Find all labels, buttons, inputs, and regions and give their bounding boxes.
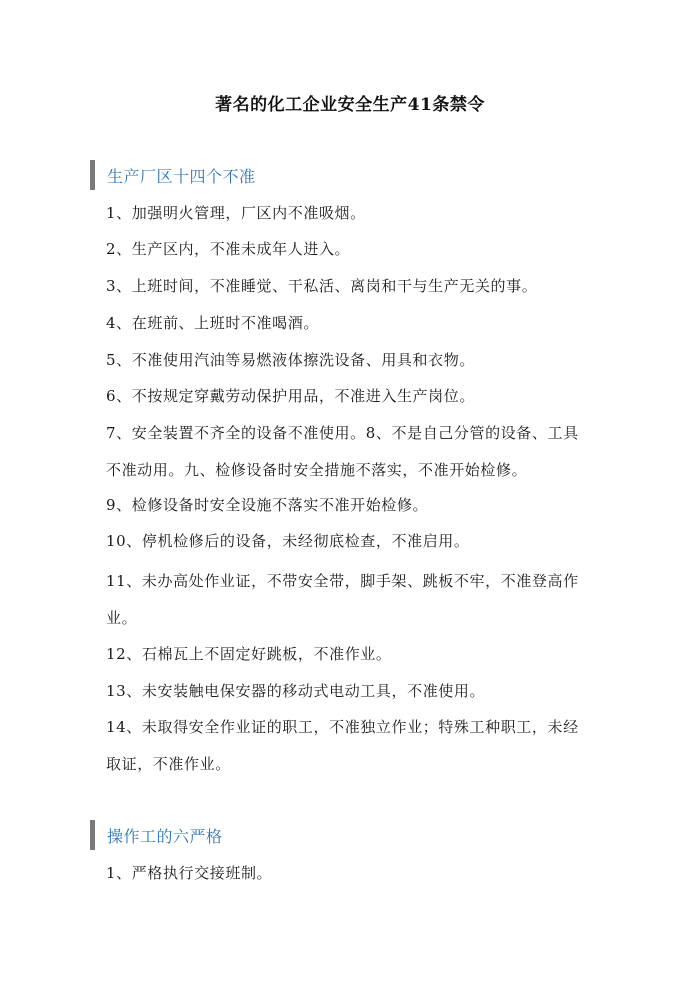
section-header-2 [90,820,223,850]
list-item-12: 12、石棉瓦上不固定好跳板，不准作业。 [106,645,392,663]
section-marker-bar [90,820,95,850]
list-item-7: 7、安全装置不齐全的设备不准使用。8、不是自己分管的设备、工具不准动用。九、检修设备时安全措施不落实，不准开始检修。 [106,424,579,479]
list-item-3: 3、上班时间，不准睡觉、干私活、离岗和干与生产无关的事。 [106,277,538,295]
list-item-14: 14、未取得安全作业证的职工，不准独立作业；特殊工种职工，未经取证，不准作业。 [106,718,579,773]
section-title-1: 生产厂区十四个不准 [107,166,256,186]
section-marker-bar [90,160,95,190]
list-item-4: 4、在班前、上班时不准喝酒。 [106,314,319,332]
list-item-13: 13、未安装触电保安器的移动式电动工具，不准使用。 [106,682,486,700]
list-item-11: 11、未办高处作业证，不带安全带，脚手架、跳板不牢，不准登高作业。 [106,572,579,627]
document-title: 著名的化工企业安全生产41条禁令 [215,95,485,115]
list-item-9: 9、检修设备时安全设施不落实不准开始检修。 [106,496,429,514]
list-item-10: 10、停机检修后的设备，未经彻底检查，不准启用。 [106,532,470,550]
section-header-1 [90,160,256,190]
list-item-5: 5、不准使用汽油等易燃液体擦洗设备、用具和衣物。 [106,351,475,369]
list-item-1: 1、加强明火管理，厂区内不准吸烟。 [106,204,366,222]
section-title-2: 操作工的六严格 [107,826,223,846]
list-item-1: 1、严格执行交接班制。 [106,864,273,882]
list-item-2: 2、生产区内，不准未成年人进入。 [106,240,351,258]
list-item-6: 6、不按规定穿戴劳动保护用品，不准进入生产岗位。 [106,387,475,405]
